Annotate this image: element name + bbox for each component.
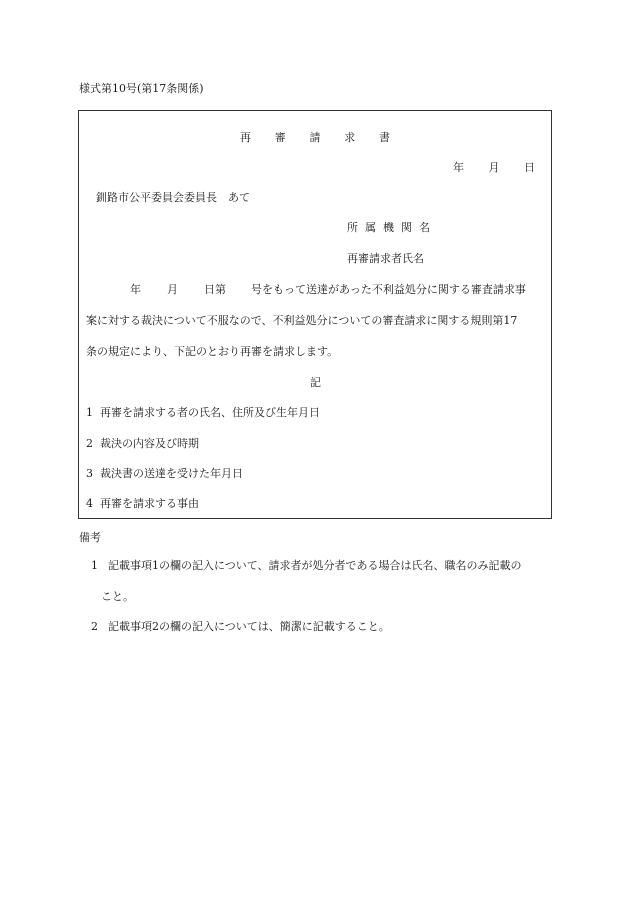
item-number: 3	[86, 467, 93, 480]
note-number: 2	[91, 620, 98, 633]
note-continuation: こと。	[101, 590, 134, 603]
title-char: 審	[274, 131, 286, 144]
note-text: 記載事項1の欄の記入について、請求者が処分者である場合は氏名、職名のみ記載の	[108, 559, 522, 572]
ki-heading: 記	[310, 376, 321, 389]
title-char: 請	[309, 131, 321, 144]
title-char: 求	[344, 131, 356, 144]
date-month-label: 月	[488, 161, 500, 174]
affiliation-char: 名	[419, 221, 430, 234]
list-item	[86, 498, 199, 509]
affiliation-char: 所	[347, 221, 358, 234]
title-char: 再	[240, 131, 251, 144]
affiliation-char: 関	[401, 221, 412, 234]
affiliation-char: 機	[383, 221, 394, 234]
affiliation-char: 属	[365, 221, 376, 234]
form-number: 様式第10号(第17条関係)	[79, 82, 204, 95]
note-item	[91, 560, 522, 571]
item-number: 4	[86, 497, 93, 510]
addressee: 釧路市公平委員会委員長 あて	[96, 191, 250, 204]
affiliation-label	[347, 222, 430, 233]
item-text: 再審を請求する事由	[100, 497, 199, 510]
note-item	[91, 621, 390, 632]
note-number: 1	[91, 559, 98, 572]
body-line-3: 条の規定により、下記のとおり再審を請求します。	[86, 345, 339, 358]
item-number: 2	[86, 437, 93, 450]
title-char: 書	[379, 131, 390, 144]
notes-heading: 備考	[79, 531, 101, 544]
body-line-1	[130, 284, 526, 295]
item-text: 裁決書の送達を受けた年月日	[100, 467, 243, 480]
date-day-label: 日	[524, 161, 535, 174]
list-item	[86, 438, 199, 449]
note-text: 記載事項2の欄の記入については、簡潔に記載すること。	[108, 620, 390, 633]
document-title	[240, 132, 390, 143]
item-number: 1	[86, 406, 93, 419]
body-line-1-text: 号をもって送達があった不利益処分に関する審査請求事	[251, 283, 526, 296]
body-day-no: 日第	[204, 283, 226, 296]
body-line-2: 案に対する裁決について不服なので、不利益処分についての審査請求に関する規則第17	[86, 314, 518, 327]
item-text: 裁決の内容及び時期	[100, 437, 199, 450]
body-month: 月	[167, 283, 178, 296]
date-line	[453, 162, 535, 173]
date-year-label: 年	[453, 161, 464, 174]
item-text: 再審を請求する者の氏名、住所及び生年月日	[100, 406, 320, 419]
list-item	[86, 468, 243, 479]
list-item	[86, 407, 320, 418]
requester-name-label: 再審請求者氏名	[347, 252, 424, 265]
body-year: 年	[130, 283, 141, 296]
